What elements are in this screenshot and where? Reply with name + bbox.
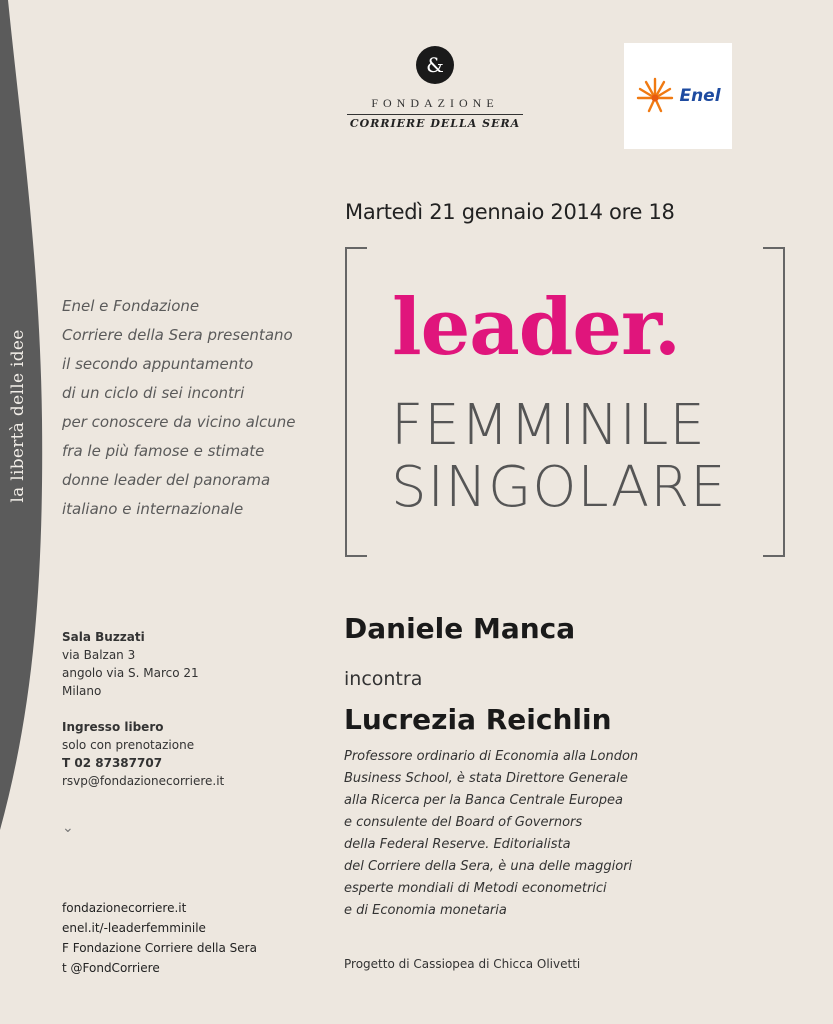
venue-city: Milano bbox=[62, 684, 102, 698]
venue-address-line1: via Balzan 3 bbox=[62, 648, 136, 662]
event-title-line2: SINGOLARE bbox=[391, 455, 727, 520]
bio-line: del Corriere della Sera, è una delle maggiori bbox=[344, 859, 633, 874]
guest-bio bbox=[344, 746, 694, 922]
sidebar-tagline: la libertà delle idee bbox=[8, 329, 28, 503]
enel-logo bbox=[624, 43, 732, 149]
bio-line: e consulente del Board of Governors bbox=[344, 815, 583, 830]
intro-line: fra le più famose e stimate bbox=[62, 442, 265, 460]
bio-line: e di Economia monetaria bbox=[344, 903, 507, 918]
intro-text bbox=[62, 292, 332, 524]
event-date: Martedì 21 gennaio 2014 ore 18 bbox=[345, 200, 675, 224]
bio-line: alla Ricerca per la Banca Centrale Europea bbox=[344, 793, 623, 808]
intro-line: di un ciclo di sei incontri bbox=[62, 384, 245, 402]
venue-name: Sala Buzzati bbox=[62, 630, 145, 644]
booking-info: solo con prenotazione bbox=[62, 738, 195, 752]
event-title-line1: FEMMINILE bbox=[391, 393, 706, 458]
intro-line: donne leader del panorama bbox=[62, 471, 271, 489]
guest-name: Lucrezia Reichlin bbox=[344, 703, 612, 736]
fondazione-title: FONDAZIONE bbox=[371, 96, 499, 110]
website-link[interactable]: fondazionecorriere.it bbox=[62, 901, 187, 915]
chevron-down-icon: ⌄ bbox=[62, 820, 74, 836]
enel-link[interactable]: enel.it/-leaderfemminile bbox=[62, 921, 206, 935]
venue-spacer bbox=[62, 700, 302, 718]
fondazione-mark-icon: & bbox=[416, 46, 454, 84]
bio-line: Professore ordinario di Economia alla London bbox=[344, 749, 639, 764]
fondazione-logo bbox=[340, 46, 530, 130]
rsvp-email[interactable]: rsvp@fondazionecorriere.it bbox=[62, 774, 225, 788]
venue-address-line2: angolo via S. Marco 21 bbox=[62, 666, 199, 680]
facebook-link[interactable]: F Fondazione Corriere della Sera bbox=[62, 941, 257, 955]
enel-star-icon bbox=[635, 76, 675, 116]
right-bracket bbox=[763, 247, 785, 557]
fondazione-divider bbox=[347, 114, 523, 115]
twitter-link[interactable]: t @FondCorriere bbox=[62, 961, 160, 975]
bio-line: esperte mondiali di Metodi econometrici bbox=[344, 881, 607, 896]
intro-line: Corriere della Sera presentano bbox=[62, 326, 293, 344]
bio-line: Business School, è stata Direttore Generale bbox=[344, 771, 628, 786]
contact-links bbox=[62, 898, 257, 978]
intro-line: Enel e Fondazione bbox=[62, 297, 200, 315]
venue-info bbox=[62, 628, 302, 790]
meets-label: incontra bbox=[344, 668, 423, 690]
project-credit: Progetto di Cassiopea di Chicca Olivetti bbox=[344, 957, 581, 971]
event-title-word: leader. bbox=[392, 282, 681, 373]
phone-number: T 02 87387707 bbox=[62, 756, 163, 770]
entry-info: Ingresso libero bbox=[62, 720, 164, 734]
host-name: Daniele Manca bbox=[344, 612, 576, 645]
fondazione-subtitle: CORRIERE DELLA SERA bbox=[349, 117, 521, 130]
intro-line: italiano e internazionale bbox=[62, 500, 244, 518]
intro-line: per conoscere da vicino alcune bbox=[62, 413, 296, 431]
bio-line: della Federal Reserve. Editorialista bbox=[344, 837, 571, 852]
intro-line: il secondo appuntamento bbox=[62, 355, 254, 373]
left-bracket bbox=[345, 247, 367, 557]
enel-name: Enel bbox=[679, 86, 721, 106]
